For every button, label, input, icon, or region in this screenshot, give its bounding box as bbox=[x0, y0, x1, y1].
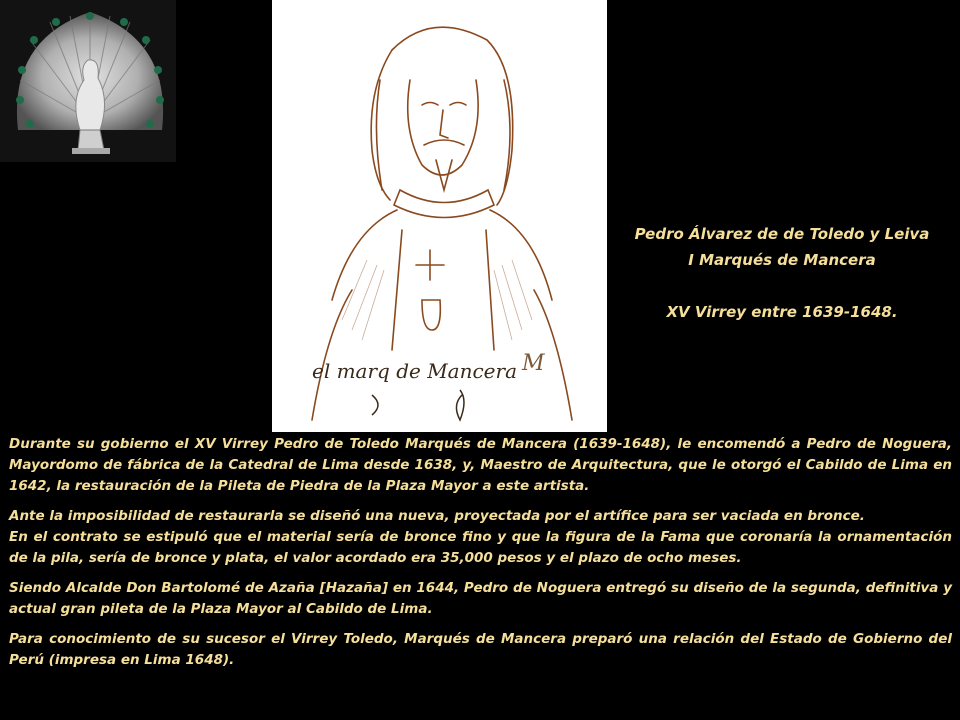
paragraph-2: Ante la imposibilidad de restaurarla se diseñó una nueva, proyectada por el artífice para ser vaciada en bronce. bbox=[9, 508, 865, 524]
paragraph-1: Durante su gobierno el XV Virrey Pedro de Toledo Marqués de Mancera (1639-1648), le encomendó a Pedro de Noguera, Mayordomo de fábrica de la Catedral de Lima desde 1638, y, Maestro de Arquitectura, que le otorgó el Cabildo de Lima en 1642, la restauración de la Pileta de Piedra de la Plaza Mayor a este artista. bbox=[9, 436, 952, 494]
caption-name: Pedro Álvarez de de Toledo y Leiva bbox=[634, 225, 930, 243]
peacock-ornament-image bbox=[0, 0, 176, 162]
body-text bbox=[9, 434, 952, 680]
portrait-engraving-image bbox=[272, 0, 607, 432]
paragraph-5: Para conocimiento de su sucesor el Virrey Toledo, Marqués de Mancera preparó una relación del Estado de Gobierno del Perú (impresa en Lima 1648). bbox=[9, 631, 952, 668]
caption-office: XV Virrey entre 1639-1648. bbox=[666, 303, 898, 321]
paragraph-4: Siendo Alcalde Don Bartolomé de Azaña [Hazaña] en 1644, Pedro de Noguera entregó su diseño de la segunda, definitiva y actual gran pileta de la Plaza Mayor al Cabildo de Lima. bbox=[9, 580, 952, 617]
signature-text: el marq de Mancera bbox=[312, 359, 517, 383]
portrait-caption bbox=[612, 221, 952, 325]
paragraph-3: En el contrato se estipuló que el material sería de bronce fino y que la figura de la Fama que coronaría la ornamentación de la pila, sería de bronce y plata, el valor acordado era 35,000 pesos y el plazo de ocho meses. bbox=[9, 529, 952, 566]
caption-title: I Marqués de Mancera bbox=[688, 251, 876, 269]
monogram-text: M bbox=[522, 351, 545, 376]
